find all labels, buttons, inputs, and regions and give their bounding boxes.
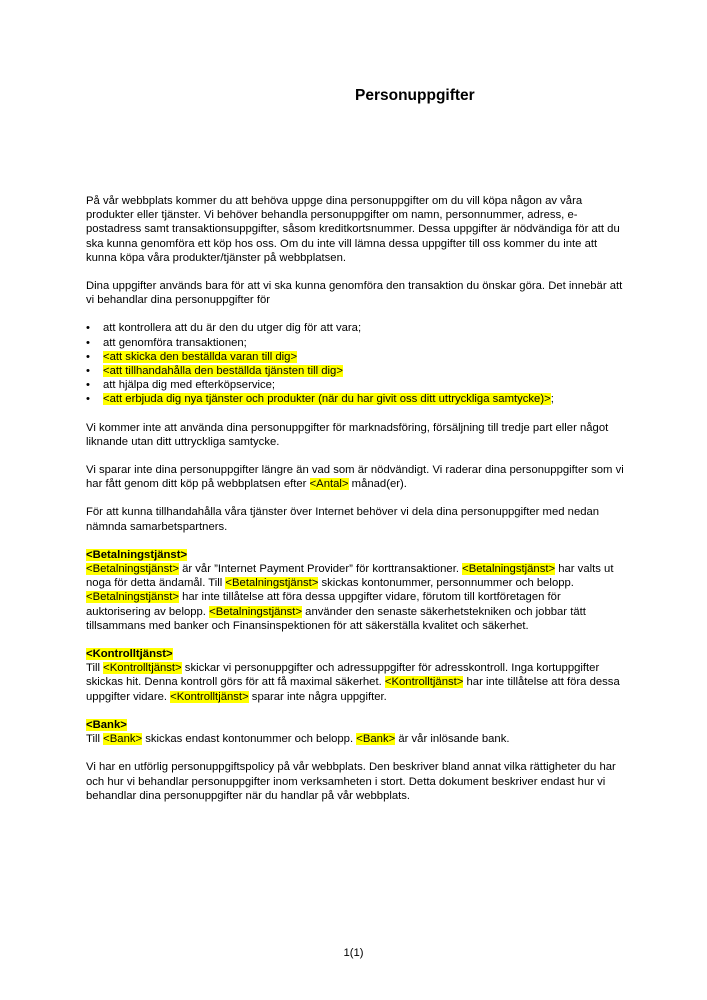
list-item-text: att kontrollera att du är den du utger dig för att vara; bbox=[103, 322, 362, 335]
highlighted-placeholder: <Kontrolltjänst> bbox=[384, 676, 464, 689]
highlighted-placeholder: <Betalningstjänst> bbox=[225, 577, 319, 590]
list-item bbox=[86, 350, 626, 364]
retention-text: Vi sparar inte dina personuppgifter längre än vad som är nödvändigt. Vi raderar dina personuppgifter som vi har fått genom ditt köp på webbplatsen efter bbox=[86, 464, 624, 491]
marketing-paragraph: Vi kommer inte att använda dina personuppgifter för marknadsföring, försäljning till tredje part eller något liknande utan ditt uttryckliga samtycke. bbox=[86, 421, 609, 448]
retention-text: månad(er). bbox=[348, 478, 407, 491]
list-item bbox=[86, 392, 626, 406]
control-text: skickar vi personuppgifter och adressuppgifter för adresskontroll. Inga kortuppgifter skickas hit. Denna kontroll görs för att få maximal säkerhet. bbox=[86, 662, 600, 689]
intro-paragraph: På vår webbplats kommer du att behöva uppge dina personuppgifter om du vill köpa någon av våra produkter eller tjänster. Vi behöver behandla personuppgifter om namn, personnummer, adress, e-postadress samt transaktionsuppgifter, såsom kreditkortsnummer. Dessa uppgifter är nödvändiga för att du ska kunna genomföra ett köp hos oss. Om du inte vill lämna dessa uppgifter till oss kommer du inte att kunna köpa våra produkter/tjänster på webbplatsen. bbox=[86, 195, 620, 264]
highlighted-placeholder: <Kontrolltjänst> bbox=[170, 690, 249, 703]
bank-text: är vår inlösande bank. bbox=[395, 733, 510, 746]
list-item bbox=[86, 321, 626, 335]
retention-paragraph bbox=[86, 463, 626, 491]
page-title: Personuppgifter bbox=[355, 87, 475, 104]
bullet-icon: • bbox=[86, 379, 90, 392]
payment-text: är vår ”Internet Payment Provider” för korttransaktioner. bbox=[178, 563, 463, 576]
payment-text: har valts ut noga för detta ändamål. Till bbox=[86, 563, 614, 590]
highlighted-placeholder: <Betalningstjänst> bbox=[86, 563, 179, 576]
document-body bbox=[86, 194, 626, 803]
list-item-text: att hjälpa dig med efterköpservice; bbox=[103, 379, 276, 392]
list-item bbox=[86, 336, 626, 350]
control-text: sparar inte några uppgifter. bbox=[248, 690, 387, 703]
highlighted-placeholder: <Bank> bbox=[356, 733, 396, 746]
bank-text: Till bbox=[86, 733, 104, 746]
usage-intro-paragraph: Dina uppgifter används bara för att vi ska kunna genomföra den transaktion du önskar göra. Det innebär att vi behandlar dina personuppgifter för bbox=[86, 280, 623, 307]
highlighted-placeholder: <att skicka den beställda varan till dig> bbox=[103, 350, 298, 363]
bank-text: skickas endast kontonummer och belopp. bbox=[142, 733, 357, 746]
highlighted-placeholder: <att tillhandahålla den beställda tjänsten till dig> bbox=[103, 365, 343, 378]
control-text: har inte tillåtelse att föra dessa uppgifter vidare. bbox=[86, 676, 620, 703]
payment-text: skickas kontonummer, personnummer och belopp. bbox=[318, 577, 574, 590]
highlighted-placeholder: <Betalningstjänst> bbox=[462, 563, 556, 576]
bullet-icon: • bbox=[86, 365, 90, 378]
list-item bbox=[86, 378, 626, 392]
highlighted-placeholder: <Betalningstjänst> bbox=[86, 548, 188, 561]
bullet-icon: • bbox=[86, 336, 90, 349]
payment-paragraph bbox=[86, 562, 626, 633]
bank-paragraph bbox=[86, 732, 626, 746]
highlighted-placeholder: <Kontrolltjänst> bbox=[103, 662, 182, 675]
partners-intro-paragraph: För att kunna tillhandahålla våra tjänster över Internet behöver vi dela dina personuppgifter med nedan nämnda samarbetspartners. bbox=[86, 506, 600, 533]
payment-section-heading bbox=[86, 548, 626, 562]
purpose-list bbox=[86, 321, 626, 406]
page-number: 1(1) bbox=[343, 947, 364, 959]
payment-text: har inte tillåtelse att föra dessa uppgifter vidare, förutom till kortföretagen för auktorisering av belopp. bbox=[86, 591, 561, 618]
bullet-icon: • bbox=[86, 350, 90, 363]
highlighted-placeholder: <Betalningstjänst> bbox=[86, 591, 179, 604]
control-section-heading bbox=[86, 647, 626, 661]
highlighted-placeholder: <att erbjuda dig nya tjänster och produkter (när du har givit oss ditt uttryckliga samtycke)> bbox=[103, 393, 551, 406]
highlighted-placeholder: <Betalningstjänst> bbox=[209, 605, 303, 618]
highlighted-placeholder: <Bank> bbox=[86, 718, 127, 731]
bullet-icon: • bbox=[86, 393, 90, 406]
highlighted-placeholder: <Bank> bbox=[103, 733, 143, 746]
bullet-icon: • bbox=[86, 322, 90, 335]
closing-paragraph: Vi har en utförlig personuppgiftspolicy på vår webbplats. Den beskriver bland annat vilka rättigheter du har och hur vi behandlar personuppgifter inom verksamheten i stort. Detta dokument beskriver endast hur vi behandlar dina personuppgifter när du handlar på vår webbplats. bbox=[86, 761, 616, 802]
control-text: Till bbox=[86, 662, 104, 675]
highlighted-placeholder: <Antal> bbox=[309, 478, 349, 491]
list-item-text: ; bbox=[550, 393, 554, 406]
highlighted-placeholder: <Kontrolltjänst> bbox=[86, 648, 173, 661]
control-paragraph bbox=[86, 661, 626, 704]
bank-section-heading bbox=[86, 718, 626, 732]
payment-text: använder den senaste säkerhetstekniken och jobbar tätt tillsammans med banker och Finansinspektionen för att säkerställa kvalitet och säkerhet. bbox=[86, 605, 586, 632]
list-item bbox=[86, 364, 626, 378]
list-item-text: att genomföra transaktionen; bbox=[103, 336, 247, 349]
